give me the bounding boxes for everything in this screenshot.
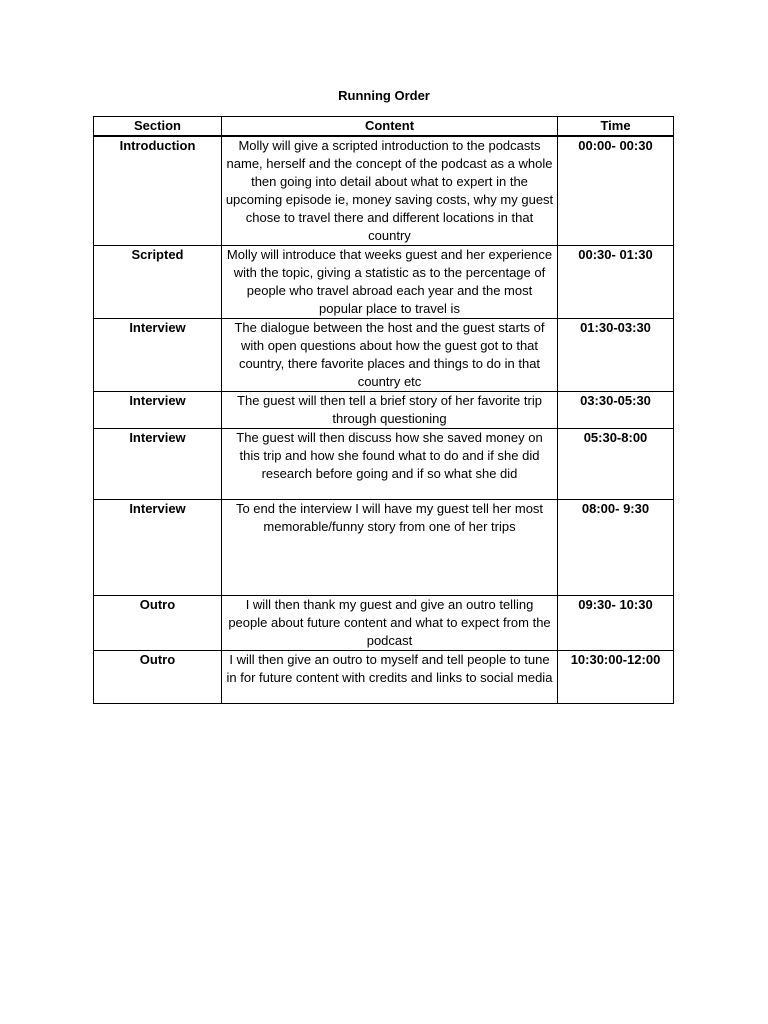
section-cell: Interview: [94, 429, 222, 500]
table-row: [94, 651, 674, 704]
content-cell: To end the interview I will have my guest tell her most memorable/funny story from one of her trips: [222, 500, 558, 596]
time-cell: 05:30-8:00: [558, 429, 674, 500]
header-time: Time: [558, 117, 674, 137]
table-row: [94, 392, 674, 429]
table-row: [94, 319, 674, 392]
time-cell: 09:30- 10:30: [558, 596, 674, 651]
time-cell: 10:30:00-12:00: [558, 651, 674, 704]
time-cell: 00:30- 01:30: [558, 246, 674, 319]
time-cell: 01:30-03:30: [558, 319, 674, 392]
content-cell: Molly will introduce that weeks guest and her experience with the topic, giving a statistic as to the percentage of people who travel abroad each year and the most popular place to travel is: [222, 246, 558, 319]
section-cell: Interview: [94, 319, 222, 392]
header-content: Content: [222, 117, 558, 137]
table-row: [94, 246, 674, 319]
section-cell: Outro: [94, 651, 222, 704]
content-cell: Molly will give a scripted introduction to the podcasts name, herself and the concept of the podcast as a whole then going into detail about what to expert in the upcoming episode ie, money saving costs, why my guest chose to travel there and different locations in that country: [222, 136, 558, 246]
page-title: Running Order: [338, 88, 430, 103]
content-cell: I will then give an outro to myself and tell people to tune in for future content with credits and links to social media: [222, 651, 558, 704]
section-cell: Scripted: [94, 246, 222, 319]
content-cell: The guest will then tell a brief story of her favorite trip through questioning: [222, 392, 558, 429]
table-header-row: [94, 117, 674, 137]
table-row: [94, 500, 674, 596]
running-order-table: [93, 116, 674, 704]
content-cell: The dialogue between the host and the guest starts of with open questions about how the guest got to that country, there favorite places and things to do in that country etc: [222, 319, 558, 392]
table-row: [94, 429, 674, 500]
section-cell: Introduction: [94, 136, 222, 246]
section-cell: Interview: [94, 392, 222, 429]
time-cell: 08:00- 9:30: [558, 500, 674, 596]
content-cell: I will then thank my guest and give an outro telling people about future content and what to expect from the podcast: [222, 596, 558, 651]
table-row: [94, 596, 674, 651]
time-cell: 03:30-05:30: [558, 392, 674, 429]
section-cell: Interview: [94, 500, 222, 596]
header-section: Section: [94, 117, 222, 137]
content-cell: The guest will then discuss how she saved money on this trip and how she found what to do and if she did research before going and if so what she did: [222, 429, 558, 500]
table-row: [94, 136, 674, 246]
section-cell: Outro: [94, 596, 222, 651]
time-cell: 00:00- 00:30: [558, 136, 674, 246]
